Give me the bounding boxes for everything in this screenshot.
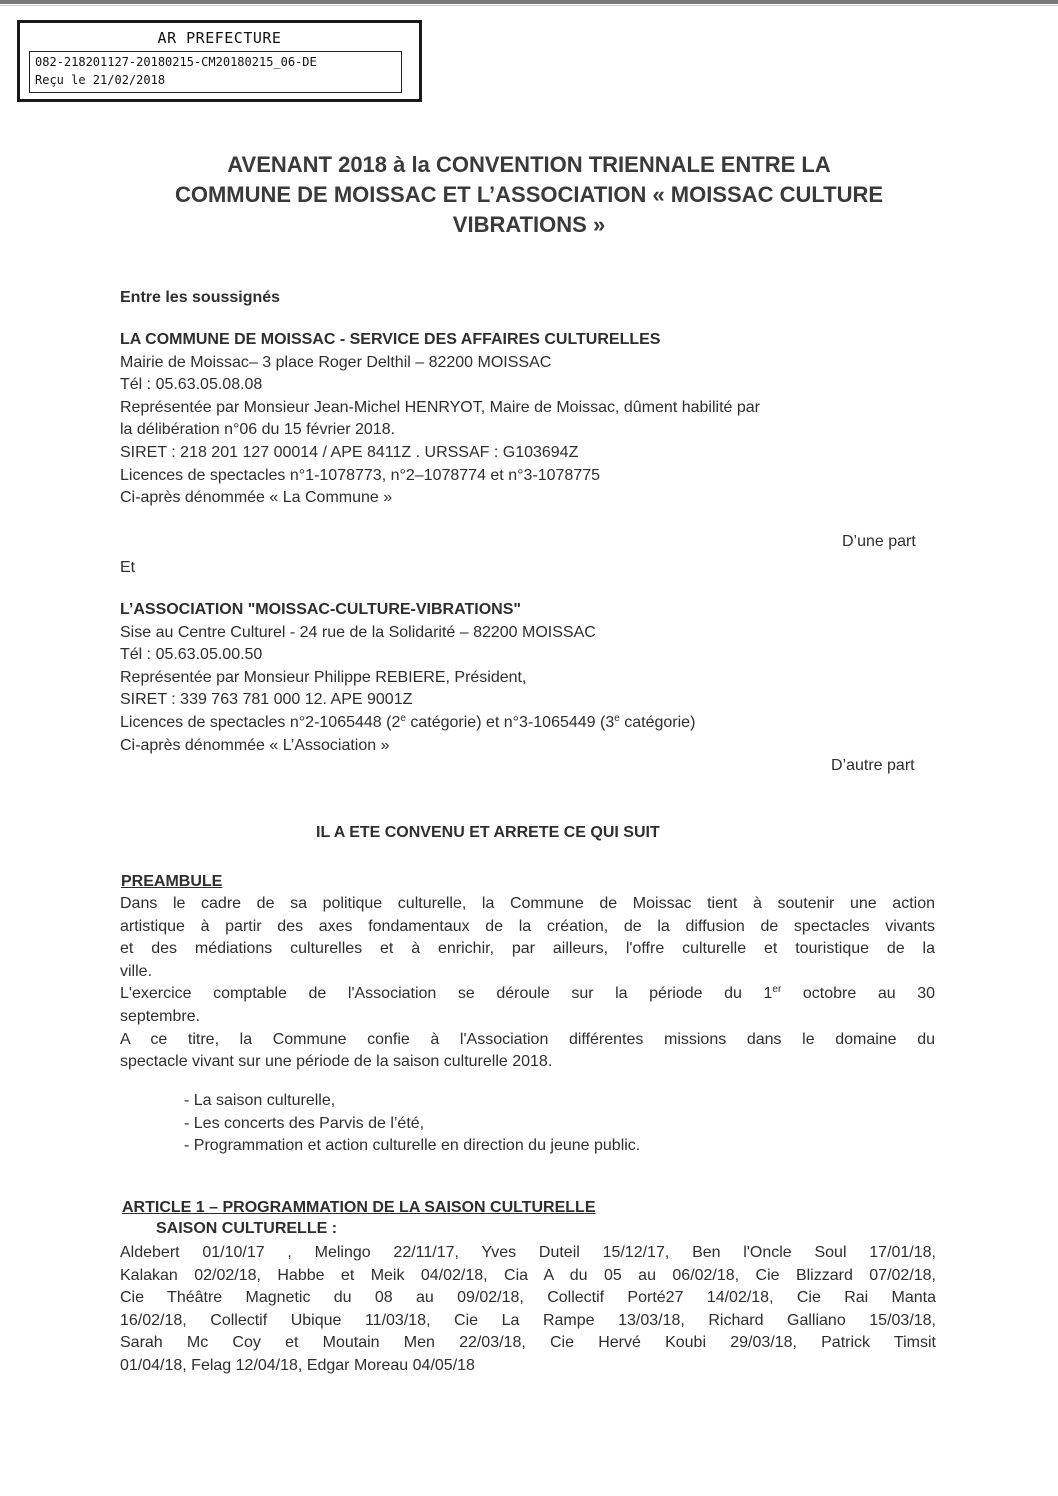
association-name: L’ASSOCIATION "MOISSAC-CULTURE-VIBRATIONS" [120,601,521,618]
commune-alias: Ci-après dénommée « La Commune » [120,489,393,507]
season-subheading: SAISON CULTURELLE : [156,1220,338,1237]
program-line: Kalakan 02/02/18, Habbe et Meik 04/02/18, Cia A du 05 au 06/02/18, Cie Blizzard 07/02/18, [120,1266,936,1284]
mission-item: - La saison culturelle, [184,1092,336,1109]
preamble-line: A ce titre, la Commune confie à l'Association différentes missions dans le domaine du [120,1030,935,1048]
association-block [120,599,936,757]
program-line: Aldebert 01/10/17 , Melingo 22/11/17, Yves Duteil 15/12/17, Ben l'Oncle Soul 17/01/18, [120,1244,936,1261]
association-alias: Ci-après dénommée « L’Association » [120,736,390,754]
association-representative: Représentée par Monsieur Philippe REBIERE, Président, [120,668,527,686]
stamp-reference-box [29,51,402,93]
commune-licences: Licences de spectacles n°1-1078773, n°2–1078774 et n°3-1078775 [120,466,601,484]
association-siret: SIRET : 339 763 781 000 12. APE 9001Z [120,691,413,709]
association-licences: Licences de spectacles n°2-1065448 (2e catégorie) et n°3-1065449 (3e catégorie) [120,712,696,731]
preamble-line: ville. [120,962,153,980]
title-line-2: COMMUNE DE MOISSAC ET L’ASSOCIATION « MOISSAC CULTURE [174,182,884,207]
program-line: Sarah Mc Coy et Moutain Men 22/03/18, Cie Hervé Koubi 29/03/18, Patrick Timsit [120,1334,936,1352]
commune-deliberation: la délibération n°06 du 15 février 2018. [120,421,396,439]
preamble-line: spectacle vivant sur une période de la saison culturelle 2018. [120,1053,553,1071]
commune-block [120,329,936,510]
mission-item: - Les concerts des Parvis de l’été, [184,1114,425,1132]
scan-top-edge [0,0,1058,4]
association-address: Sise au Centre Culturel - 24 rue de la Solidarité – 82200 MOISSAC [120,623,596,641]
association-tel: Tél : 05.63.05.00.50 [120,646,263,664]
commune-address: Mairie de Moissac– 3 place Roger Delthil – 82200 MOISSAC [120,353,552,371]
preamble-text [120,893,935,1074]
title-line-1: AVENANT 2018 à la CONVENTION TRIENNALE ENTRE LA [227,152,831,177]
second-party-label: D’autre part [831,757,915,774]
article-1-heading: ARTICLE 1 – PROGRAMMATION DE LA SAISON CULTURELLE [122,1199,596,1216]
parties-intro: Entre les soussignés [120,289,281,306]
title-line-3: VIBRATIONS » [452,212,606,237]
document-title [100,150,958,240]
season-program [120,1242,936,1378]
stamp-title: AR PREFECTURE [157,29,282,47]
program-line: Cie Théâtre Magnetic du 08 au 09/02/18, Collectif Porté27 14/02/18, Cie Rai Manta [120,1289,936,1307]
preamble-fiscal-year: L'exercice comptable de l'Association se déroule sur la période du 1er octobre au 30 [120,984,935,1003]
stamp-reference: 082-218201127-20180215-CM20180215_06-DE [35,55,317,69]
preamble-line: Dans le cadre de sa politique culturelle, la Commune de Moissac tient à soutenir une action [120,895,935,912]
preamble-line: septembre. [120,1007,201,1025]
agreement-heading: IL A ETE CONVENU ET ARRETE CE QUI SUIT [316,824,660,841]
and-label: Et [120,559,136,576]
commune-siret: SIRET : 218 201 127 00014 / APE 8411Z . URSSAF : G103694Z [120,443,579,461]
commune-name: LA COMMUNE DE MOISSAC - SERVICE DES AFFAIRES CULTURELLES [120,331,661,348]
scan-top-edge-shadow [0,5,1058,6]
missions-list [184,1090,884,1158]
first-party-label: D’une part [842,533,916,550]
mission-item: - Programmation et action culturelle en direction du jeune public. [184,1137,641,1155]
commune-representative: Représentée par Monsieur Jean-Michel HENRYOT, Maire de Moissac, dûment habilité par [120,398,760,416]
commune-tel: Tél : 05.63.05.08.08 [120,376,263,394]
preamble-heading: PREAMBULE [121,873,223,890]
preamble-line: artistique à partir des axes fondamentaux de la création, de la diffusion de spectacles vivants [120,917,935,935]
stamp-received-date: Reçu le 21/02/2018 [35,73,166,87]
preamble-line: et des médiations culturelles et à enrichir, par ailleurs, l'offre culturelle et touristique de la [120,940,935,958]
prefecture-stamp [17,20,422,102]
program-line: 01/04/18, Felag 12/04/18, Edgar Moreau 04/05/18 [120,1356,475,1374]
program-line: 16/02/18, Collectif Ubique 11/03/18, Cie La Rampe 13/03/18, Richard Galliano 15/03/18, [120,1311,936,1329]
